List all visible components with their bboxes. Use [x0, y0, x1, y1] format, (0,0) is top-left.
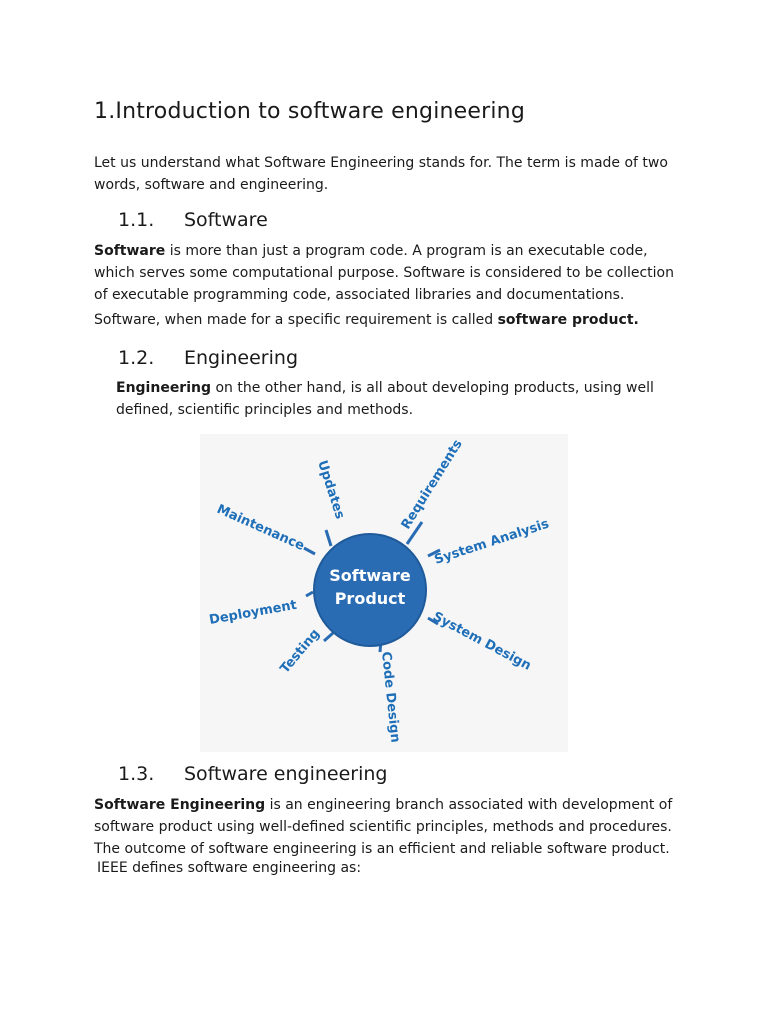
bold-term: Software: [94, 243, 166, 259]
software-line-2: which serves some computational purpose. Software is considered to be collection: [94, 265, 674, 281]
spoke: [304, 548, 315, 554]
bold-term: software product.: [497, 312, 639, 328]
label-system-design: System Design: [430, 609, 534, 674]
engineering-paragraph: [116, 377, 654, 421]
software-product-text: Software, when made for a specific requirement is called: [94, 312, 498, 328]
diagram-svg: [200, 434, 568, 752]
center-label-line-1: Software: [329, 566, 411, 585]
section-heading-software-engineering: [118, 763, 387, 785]
se-line-3: The outcome of software engineering is an efficient and reliable software product.: [94, 841, 670, 857]
bold-term: Engineering: [116, 380, 211, 396]
section-heading-software: [118, 209, 268, 231]
intro-paragraph: [94, 152, 668, 196]
software-product-diagram: [200, 434, 568, 752]
label-testing: Testing: [277, 626, 324, 677]
label-updates: Updates: [314, 458, 348, 521]
spoke: [324, 633, 333, 641]
center-label-line-2: Product: [334, 589, 406, 608]
label-deployment: Deployment: [208, 597, 298, 628]
intro-line-1: Let us understand what Software Engineering stands for. The term is made of two: [94, 155, 668, 171]
spoke: [306, 592, 313, 596]
engineering-line-1: [116, 377, 654, 399]
label-system-analysis: System Analysis: [432, 516, 552, 568]
bold-term: Software Engineering: [94, 797, 266, 813]
software-line-1: [94, 240, 674, 262]
software-engineering-paragraph: [94, 794, 672, 860]
software-line-3: of executable programming code, associated libraries and documentations.: [94, 287, 625, 303]
page-title: 1.Introduction to software engineering: [94, 99, 525, 124]
section-number: 1.3.: [118, 763, 155, 785]
label-code-design: Code Design: [378, 650, 403, 744]
se-line-1: [94, 794, 672, 816]
engineering-line-1-text: on the other hand, is all about developing products, using well: [211, 380, 654, 396]
section-heading-engineering: [118, 347, 298, 369]
spoke: [326, 530, 331, 546]
section-number: 1.2.: [118, 347, 155, 369]
software-product-paragraph: [94, 309, 639, 331]
software-line-1-text: is more than just a program code. A program is an executable code,: [165, 243, 648, 259]
se-line-1-text: is an engineering branch associated with development of: [265, 797, 673, 813]
section-number: 1.1.: [118, 209, 155, 231]
label-maintenance: Maintenance: [214, 501, 307, 554]
se-line-2: software product using well-defined scientific principles, methods and procedures.: [94, 819, 672, 835]
engineering-line-2: defined, scientific principles and methods.: [116, 402, 414, 418]
section-title: Software: [184, 209, 268, 231]
intro-line-2: words, software and engineering.: [94, 177, 329, 193]
section-title: Engineering: [184, 347, 298, 369]
ieee-paragraph: IEEE defines software engineering as:: [97, 860, 362, 876]
label-requirements: Requirements: [398, 437, 466, 533]
software-paragraph: [94, 240, 674, 306]
section-title: Software engineering: [184, 763, 388, 785]
